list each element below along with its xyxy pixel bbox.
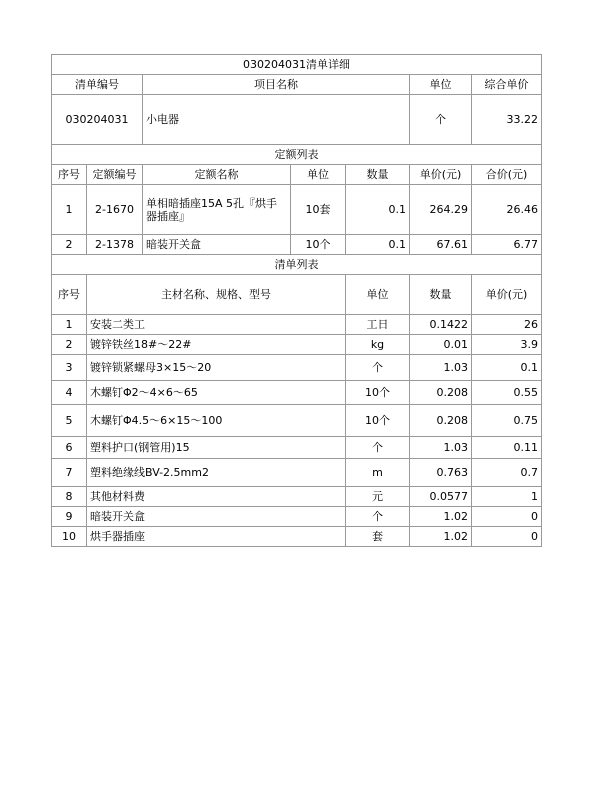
quota-total-header: 合价(元) [472, 165, 542, 185]
material-row-unit: 个 [346, 507, 410, 527]
bill-price-header: 综合单价 [472, 75, 542, 95]
material-row-qty: 0.0577 [410, 487, 472, 507]
quota-section [52, 145, 542, 255]
material-row-unit: 工日 [346, 315, 410, 335]
material-row-name: 镀锌锁紧螺母3×15～20 [87, 355, 346, 381]
quota-price-header: 单价(元) [410, 165, 472, 185]
bill-section [52, 55, 542, 145]
quota-row-code: 2-1378 [87, 235, 143, 255]
material-row [52, 315, 542, 335]
material-row-price: 0.75 [472, 405, 542, 437]
material-row-unit: 套 [346, 527, 410, 547]
quota-code-header: 定额编号 [87, 165, 143, 185]
detail-table [51, 54, 542, 547]
quota-row-no: 1 [52, 185, 87, 235]
bill-code: 030204031 [52, 95, 143, 145]
material-row-no: 4 [52, 381, 87, 405]
material-row-price: 0 [472, 507, 542, 527]
quota-header-row [52, 165, 542, 185]
quota-row-name: 单相暗插座15A 5孔『烘手器插座』 [143, 185, 291, 235]
quota-row-unit: 10套 [291, 185, 346, 235]
material-row-unit: 10个 [346, 381, 410, 405]
material-row-price: 0 [472, 527, 542, 547]
material-row-name: 木螺钉Φ4.5～6×15～100 [87, 405, 346, 437]
material-row-unit: 元 [346, 487, 410, 507]
page-title: 030204031清单详细 [52, 55, 542, 75]
material-row-price: 0.55 [472, 381, 542, 405]
material-row-unit: 个 [346, 355, 410, 381]
material-row [52, 487, 542, 507]
quota-row [52, 235, 542, 255]
quota-row-total: 6.77 [472, 235, 542, 255]
quota-row-no: 2 [52, 235, 87, 255]
material-row-price: 0.1 [472, 355, 542, 381]
quota-row-price: 264.29 [410, 185, 472, 235]
material-unit-header: 单位 [346, 275, 410, 315]
quota-section-title: 定额列表 [52, 145, 542, 165]
material-name-header: 主材名称、规格、型号 [87, 275, 346, 315]
quota-name-header: 定额名称 [143, 165, 291, 185]
material-row-qty: 1.03 [410, 355, 472, 381]
title-row [52, 55, 542, 75]
quota-unit-header: 单位 [291, 165, 346, 185]
bill-unit: 个 [410, 95, 472, 145]
material-row-name: 暗装开关盒 [87, 507, 346, 527]
quota-qty-header: 数量 [346, 165, 410, 185]
bill-code-header: 清单编号 [52, 75, 143, 95]
material-row [52, 335, 542, 355]
material-row-name: 其他材料费 [87, 487, 346, 507]
material-section-title: 清单列表 [52, 255, 542, 275]
material-row-name: 镀锌铁丝18#～22# [87, 335, 346, 355]
bill-row [52, 95, 542, 145]
quota-row-total: 26.46 [472, 185, 542, 235]
material-title-row [52, 255, 542, 275]
material-row-name: 塑料绝缘线BV-2.5mm2 [87, 459, 346, 487]
bill-unit-header: 单位 [410, 75, 472, 95]
material-row-qty: 0.1422 [410, 315, 472, 335]
material-row-no: 3 [52, 355, 87, 381]
material-row-price: 1 [472, 487, 542, 507]
quota-row [52, 185, 542, 235]
material-row-qty: 1.02 [410, 507, 472, 527]
material-row [52, 405, 542, 437]
material-row-qty: 0.763 [410, 459, 472, 487]
material-row-price: 0.11 [472, 437, 542, 459]
material-row-no: 2 [52, 335, 87, 355]
material-row-qty: 0.208 [410, 381, 472, 405]
quota-row-qty: 0.1 [346, 185, 410, 235]
material-row-no: 7 [52, 459, 87, 487]
quota-row-name: 暗装开关盒 [143, 235, 291, 255]
material-row-name: 塑料护口(钢管用)15 [87, 437, 346, 459]
material-row-price: 0.7 [472, 459, 542, 487]
material-row-qty: 0.208 [410, 405, 472, 437]
quota-row-price: 67.61 [410, 235, 472, 255]
material-qty-header: 数量 [410, 275, 472, 315]
material-row-name: 安装二类工 [87, 315, 346, 335]
material-row-no: 6 [52, 437, 87, 459]
material-row-qty: 1.02 [410, 527, 472, 547]
material-row-name: 木螺钉Φ2～4×6～65 [87, 381, 346, 405]
material-row-qty: 1.03 [410, 437, 472, 459]
quota-title-row [52, 145, 542, 165]
bill-name-header: 项目名称 [143, 75, 410, 95]
material-header-row [52, 275, 542, 315]
material-row-no: 9 [52, 507, 87, 527]
material-row-price: 3.9 [472, 335, 542, 355]
material-row [52, 381, 542, 405]
material-row [52, 459, 542, 487]
material-row-qty: 0.01 [410, 335, 472, 355]
material-row-price: 26 [472, 315, 542, 335]
bill-price: 33.22 [472, 95, 542, 145]
quota-row-qty: 0.1 [346, 235, 410, 255]
material-row-unit: 10个 [346, 405, 410, 437]
material-row-unit: m [346, 459, 410, 487]
quota-row-code: 2-1670 [87, 185, 143, 235]
material-row-name: 烘手器插座 [87, 527, 346, 547]
bill-name: 小电器 [143, 95, 410, 145]
material-row [52, 437, 542, 459]
material-section [52, 255, 542, 547]
material-price-header: 单价(元) [472, 275, 542, 315]
material-row-no: 5 [52, 405, 87, 437]
quota-row-unit: 10个 [291, 235, 346, 255]
material-row-no: 1 [52, 315, 87, 335]
quota-no-header: 序号 [52, 165, 87, 185]
material-no-header: 序号 [52, 275, 87, 315]
material-row [52, 507, 542, 527]
material-row-unit: 个 [346, 437, 410, 459]
material-row [52, 355, 542, 381]
material-row-no: 10 [52, 527, 87, 547]
bill-header-row [52, 75, 542, 95]
material-row [52, 527, 542, 547]
material-row-no: 8 [52, 487, 87, 507]
material-row-unit: kg [346, 335, 410, 355]
